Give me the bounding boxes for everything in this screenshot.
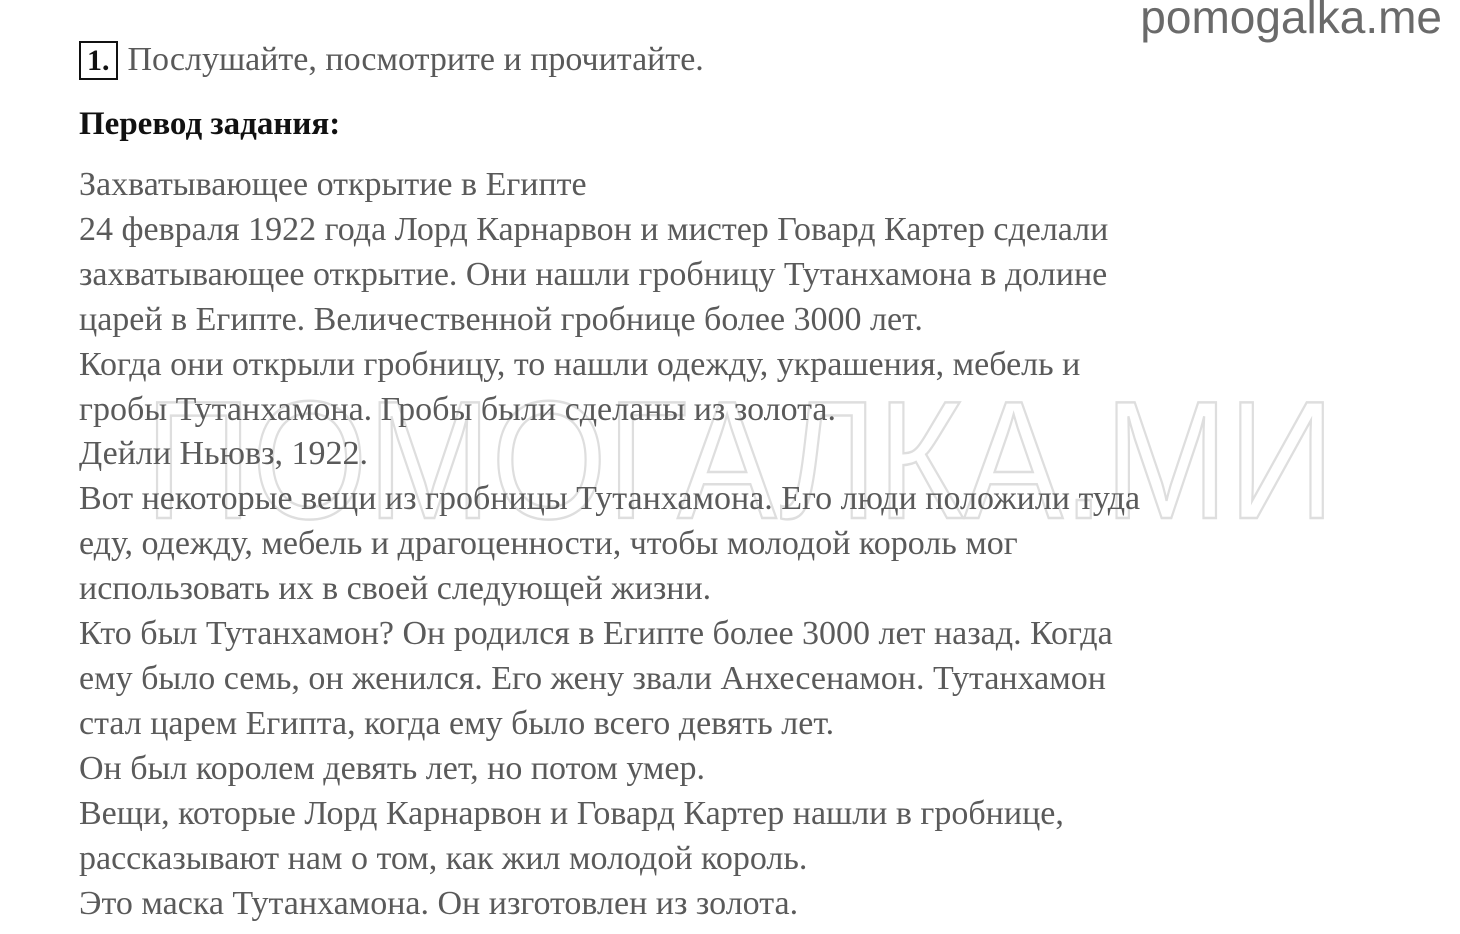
- text-line: Он был королем девять лет, но потом умер.: [79, 749, 706, 787]
- watermark-text: ПОМОГАЛКА.МИ: [145, 390, 1335, 530]
- exercise-number-badge: 1.: [79, 41, 118, 80]
- translation-body: [79, 163, 1379, 926]
- text-line: Захватывающее открытие в Египте: [79, 166, 587, 203]
- text-line: Вещи, которые Лорд Карнарвон и Говард Картер нашли в гробнице,: [79, 794, 1064, 832]
- text-line: Кто был Тутанхамон? Он родился в Египте более 3000 лет назад. Когда: [79, 615, 1113, 653]
- site-logo: pomogalka.me: [1140, 0, 1442, 43]
- text-line: Дейли Ньювз, 1922.: [79, 435, 368, 473]
- text-line: царей в Египте. Величественной гробнице более 3000 лет.: [79, 300, 923, 338]
- exercise-header: [79, 40, 704, 80]
- text-line: гробы Тутанхамона. Гробы были сделаны из золота.: [79, 390, 836, 428]
- text-line: использовать их в своей следующей жизни.: [79, 570, 712, 608]
- exercise-instruction: Послушайте, посмотрите и прочитайте.: [127, 41, 704, 78]
- text-line: стал царем Египта, когда ему было всего девять лет.: [79, 704, 835, 742]
- translation-heading: Перевод задания:: [79, 106, 341, 142]
- text-line: захватывающее открытие. Они нашли гробницу Тутанхамона в долине: [79, 255, 1108, 293]
- text-line: 24 февраля 1922 года Лорд Карнарвон и мистер Говард Картер сделали: [79, 210, 1109, 248]
- text-line: ему было семь, он женился. Его жену звали Анхесенамон. Тутанхамон: [79, 659, 1106, 697]
- text-line: Когда они открыли гробницу, то нашли одежду, украшения, мебель и: [79, 345, 1081, 383]
- text-line: еду, одежду, мебель и драгоценности, чтобы молодой король мог: [79, 525, 1018, 563]
- text-line: Это маска Тутанхамона. Он изготовлен из золота.: [79, 884, 799, 922]
- text-line: Вот некоторые вещи из гробницы Тутанхамона. Его люди положили туда: [79, 480, 1141, 518]
- text-line: рассказывают нам о том, как жил молодой король.: [79, 839, 808, 877]
